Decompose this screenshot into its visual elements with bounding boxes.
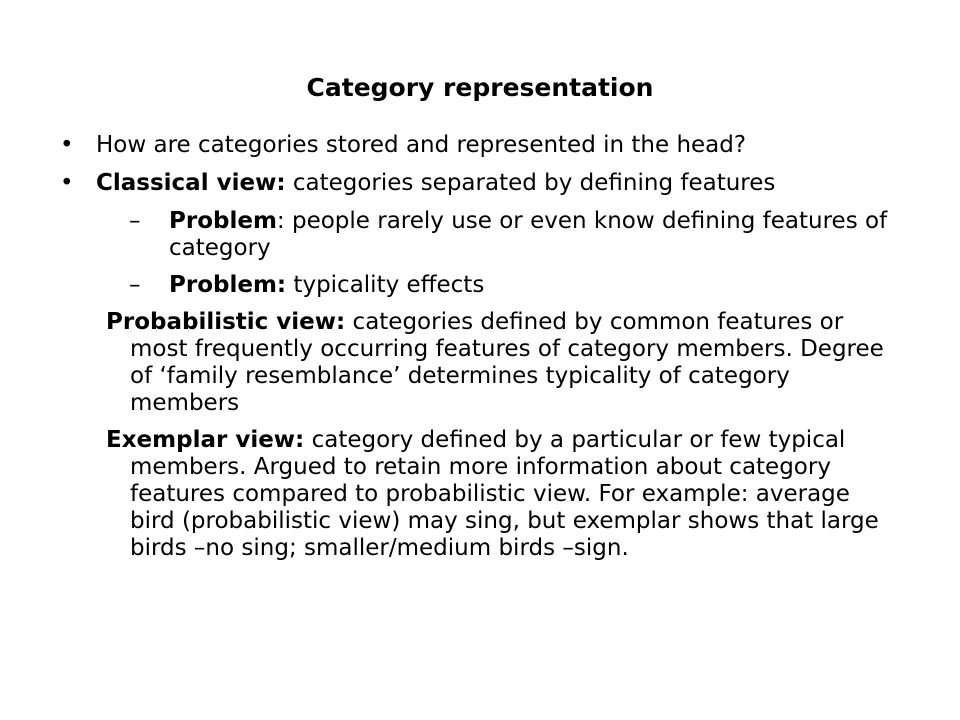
paragraph-text: category defined by a particular or few typical members. Argued to retain more information about category features compared to probabilistic view. For example: average bird (probabilistic view) may sing, but exemplar shows that large birds –no sing; smaller/medium birds –sign.: [130, 427, 879, 561]
slide-title: Category representation: [306, 73, 654, 102]
paragraph-text: categories defined by common features or most frequently occurring features of category members. Degree of ‘family resemblance’ determines typicality of category members: [130, 309, 884, 416]
bullet-text: categories separated by defining features: [285, 170, 776, 196]
sub-bullet-text: : people rarely use or even know defining features of category: [169, 208, 888, 261]
paragraph-bold-lead: Exemplar view:: [106, 427, 305, 453]
bullet-text: How are categories stored and represented in the head?: [96, 132, 747, 158]
bullet-item: [60, 170, 890, 197]
bullet-item: [60, 132, 890, 159]
sub-bullet-text: typicality effects: [286, 272, 485, 298]
sub-bullet-item: [129, 272, 890, 299]
dash-mark: –: [129, 208, 141, 234]
paragraph-probabilistic: [106, 309, 890, 417]
bullet-mark: •: [60, 132, 74, 158]
sub-bullet-bold-lead: Problem:: [169, 272, 287, 298]
sub-bullet-item: [129, 208, 890, 262]
sub-bullet-bold-lead: Problem: [169, 208, 277, 234]
slide-body: [60, 132, 890, 572]
bullet-mark: •: [60, 170, 74, 196]
dash-mark: –: [129, 272, 141, 298]
paragraph-bold-lead: Probabilistic view:: [106, 309, 346, 335]
paragraph-exemplar: [106, 427, 890, 562]
bullet-bold-lead: Classical view:: [96, 170, 286, 196]
